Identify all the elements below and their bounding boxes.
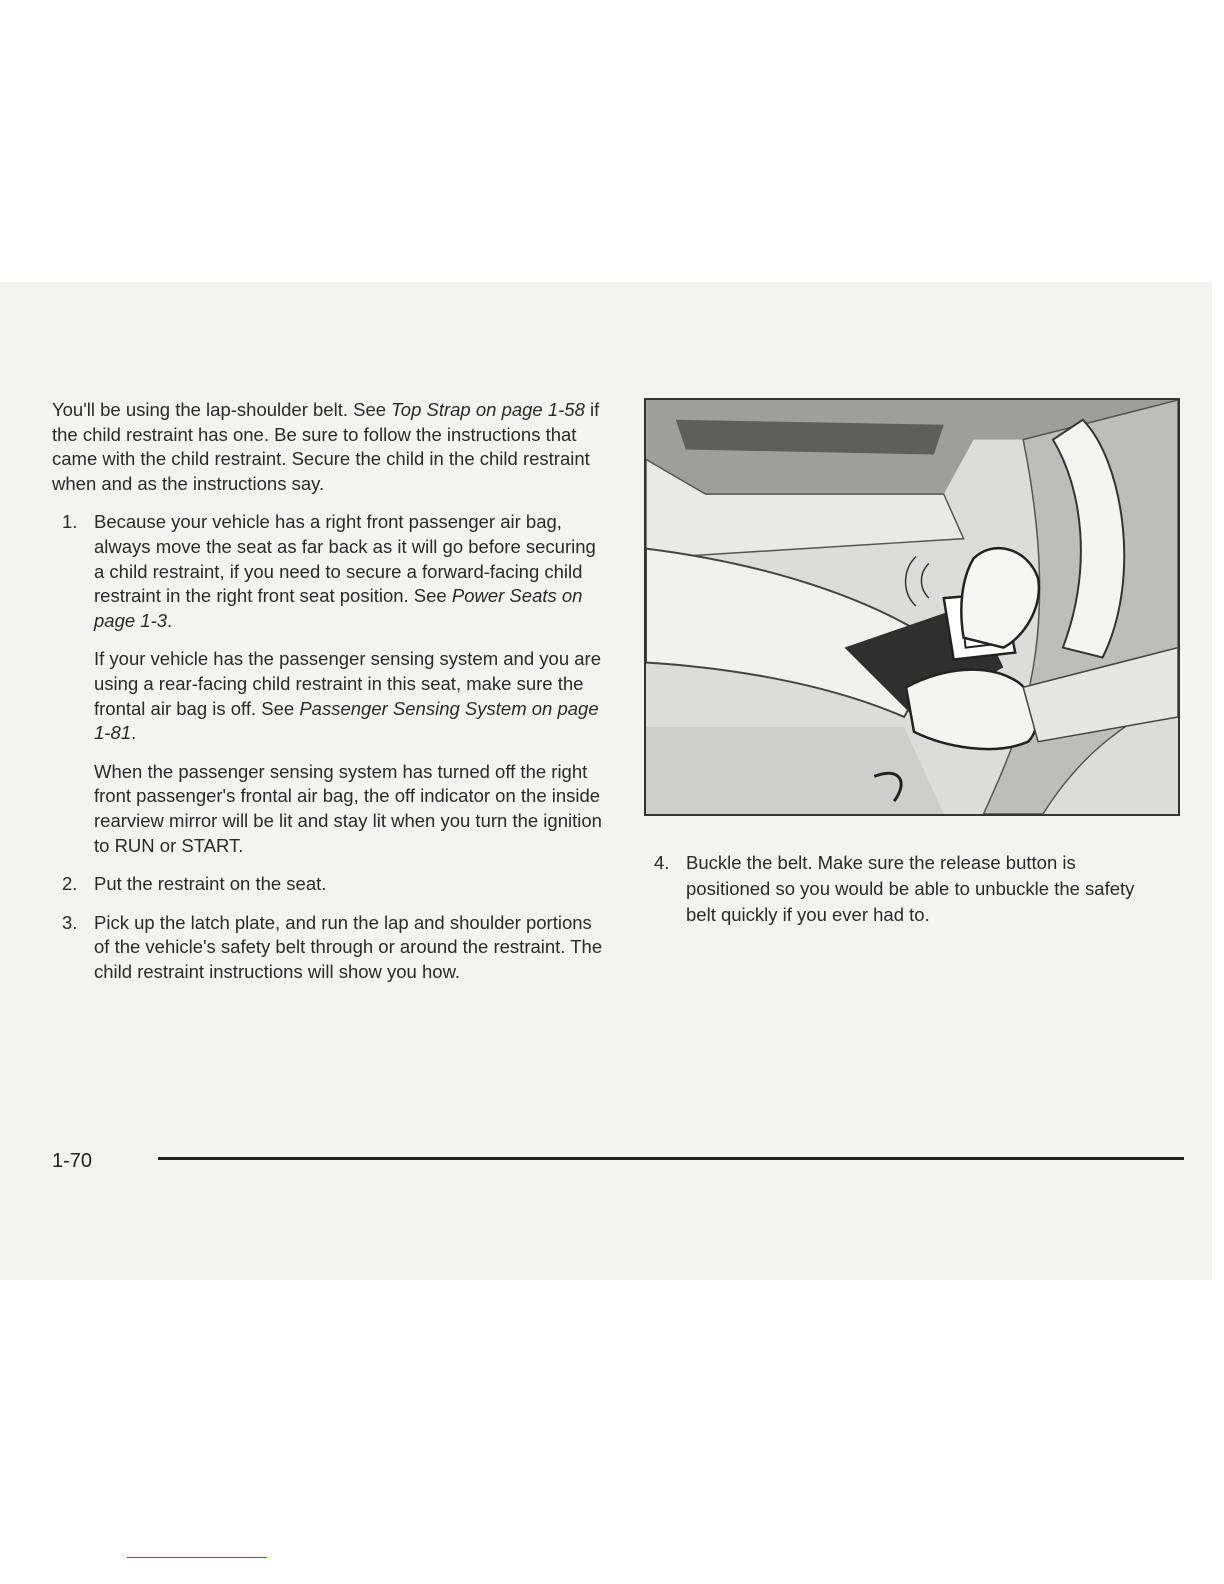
step-number: 4. [654,852,670,873]
step-2 [52,872,607,897]
passenger-sensing-reference-link[interactable]: Passenger Sensing System on page 1-81 [94,697,599,744]
intro-text: You'll be using the lap-shoulder belt. See [52,399,392,420]
left-column [52,398,607,998]
step-3 [52,911,607,985]
step-number: 3. [62,911,78,933]
footer-rule [158,1157,1184,1160]
step-1-off-indicator-note: When the passenger sensing system has turned off the right front passenger's frontal air bag, the off indicator on the inside rearview mirror will be lit and stay lit when you turn the ignition to RUN or START. [94,760,602,856]
step-number: 2. [62,873,78,895]
step-3-text: Pick up the latch plate, and run the lap and shoulder portions of the vehicle's safety belt through or around the restraint. The child restraint instructions will show you how. [94,911,603,982]
step-1-text-start: Because your vehicle has a right front passenger air bag, always move the seat as far back as it will go before securing a child restraint, if you need to secure a forward-facing child restraint in the right front seat position. See [94,511,596,607]
step-1 [52,510,607,858]
intro-paragraph [52,398,607,496]
step-2-text: Put the restraint on the seat. [94,873,327,895]
step-1-note-text: If your vehicle has the passenger sensing system and you are using a rear-facing child restraint in this seat, make sure the frontal air bag is off. See [94,648,601,719]
step-1-note-end: . [131,722,137,744]
top-strap-reference-link[interactable]: Top Strap on page 1-58 [391,399,585,420]
bottom-divider [127,1557,267,1558]
step-1-text [94,510,607,633]
page-number: 1-70 [52,1150,93,1172]
intro-text-continued: if the child restraint has one. Be sure to follow the instructions that came with the child restraint. Secure the child in the child restraint when and as the instructions say. [52,399,600,494]
right-column [644,850,1164,928]
illustration-drawing [646,400,1178,814]
buckling-belt-illustration [644,398,1180,816]
step-4 [644,850,1164,928]
step-1-text-end: . [167,609,173,631]
step-number: 1. [62,511,78,533]
step-1-passenger-sensing-note [94,647,607,745]
step-4-text: Buckle the belt. Make sure the release button is positioned so you would be able to unbuckle the safety belt quickly if you ever had to. [686,852,1135,925]
power-seats-reference-link[interactable]: Power Seats on page 1-3 [94,585,583,631]
